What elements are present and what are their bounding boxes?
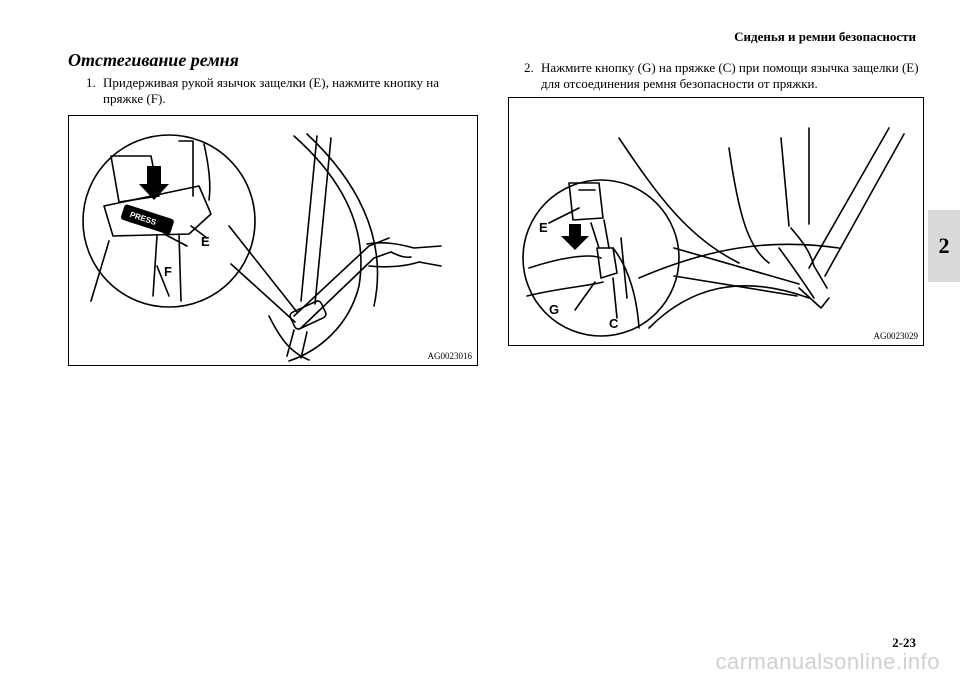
figure-code: AG0023016 (427, 351, 472, 361)
label-e: E (201, 234, 210, 249)
figure-code: AG0023029 (873, 331, 918, 341)
seatbelt-illustration-2 (509, 98, 923, 345)
step-text: Нажмите кнопку (G) на пряжке (C) при помощи язычка защелки (E) для отсоединения ремня безопасности от пряжки. (541, 60, 919, 91)
label-f: F (164, 264, 172, 279)
figure-unlatch-press-button (68, 115, 478, 366)
press-button-label: PRESS (128, 210, 158, 228)
step-2 (524, 60, 924, 92)
label-c: C (609, 316, 619, 331)
page-number: 2-23 (892, 635, 916, 650)
section-heading: Отстегивание ремня (68, 50, 239, 70)
step-text: Придерживая рукой язычок защелки (E), нажмите кнопку на пряжке (F). (103, 75, 440, 106)
step-number: 1. (86, 75, 96, 90)
step-number: 2. (524, 60, 534, 75)
step-1 (86, 75, 476, 107)
arrow-down-icon (561, 224, 589, 250)
label-g: G (549, 302, 560, 317)
label-e: E (539, 220, 548, 235)
arrow-down-icon (139, 166, 169, 200)
figure-release-tongue (508, 97, 924, 346)
seatbelt-illustration-1 (69, 116, 477, 365)
running-header: Сиденья и ремни безопасности (734, 29, 916, 44)
section-tab[interactable]: 2 (928, 210, 960, 282)
watermark: carmanualsonline.info (715, 649, 940, 674)
